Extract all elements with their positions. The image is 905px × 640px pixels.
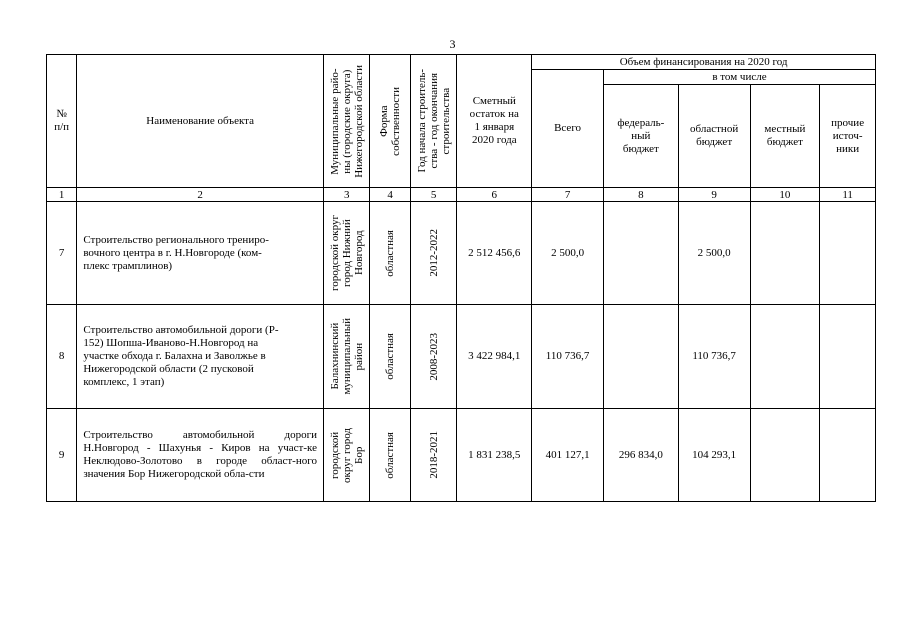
total-cell: 2 500,0 (532, 202, 604, 305)
total-cell: 110 736,7 (532, 305, 604, 409)
financing-table (46, 54, 876, 502)
header-row-1 (47, 55, 876, 70)
column-number: 7 (532, 188, 604, 202)
row-num: 9 (47, 409, 77, 502)
years-cell: 2018-2021 (410, 409, 457, 502)
header-municipality: Муниципальные райо- ны (городские округа) Нижегородской области (323, 55, 370, 188)
federal-cell (603, 202, 678, 305)
column-number: 3 (323, 188, 370, 202)
header-ownership: Форма собственности (370, 55, 410, 188)
local-cell (750, 305, 820, 409)
header-num: № п/п (47, 55, 77, 188)
column-number: 1 (47, 188, 77, 202)
header-total: Всего (532, 70, 604, 188)
header-name: Наименование объекта (77, 55, 324, 188)
years-cell: 2012-2022 (410, 202, 457, 305)
column-number: 10 (750, 188, 820, 202)
local-cell (750, 409, 820, 502)
header-federal: федераль- ный бюджет (603, 85, 678, 188)
column-number: 8 (603, 188, 678, 202)
header-other: прочие источ- ники (820, 85, 876, 188)
column-number: 2 (77, 188, 324, 202)
table-row (47, 409, 876, 502)
page-number: 3 (449, 37, 456, 51)
header-local: местный бюджет (750, 85, 820, 188)
column-number: 11 (820, 188, 876, 202)
local-cell (750, 202, 820, 305)
federal-cell (603, 305, 678, 409)
other-cell (820, 305, 876, 409)
column-number: 6 (457, 188, 532, 202)
column-number: 9 (678, 188, 750, 202)
object-name: Строительство автомобильной дороги (Р- 152) Шопша-Иваново-Н.Новгород на участке обхода г. Балахна и Заволжье в Нижегородской области (2 пусковой комплекс, 1 этап) (77, 305, 324, 409)
regional-cell: 110 736,7 (678, 305, 750, 409)
federal-cell: 296 834,0 (603, 409, 678, 502)
estimate-cell: 3 422 984,1 (457, 305, 532, 409)
ownership-cell: областная (370, 409, 410, 502)
column-number: 5 (410, 188, 457, 202)
column-number: 4 (370, 188, 410, 202)
header-funding-volume: Объем финансирования на 2020 год (532, 55, 876, 70)
ownership-cell: областная (370, 202, 410, 305)
ownership-cell: областная (370, 305, 410, 409)
municipality-cell: городской округ город Нижний Новгород (323, 202, 370, 305)
header-regional: областной бюджет (678, 85, 750, 188)
municipality-cell: городской округ город Бор (323, 409, 370, 502)
regional-cell: 104 293,1 (678, 409, 750, 502)
total-cell: 401 127,1 (532, 409, 604, 502)
estimate-cell: 2 512 456,6 (457, 202, 532, 305)
years-cell: 2008-2023 (410, 305, 457, 409)
row-num: 7 (47, 202, 77, 305)
header-estimate: Сметный остаток на 1 января 2020 года (457, 55, 532, 188)
object-name: Строительство автомобильной дороги Н.Новгород - Шахунья - Киров на участ-ке Неклюдово-Золотово в городе област-ного значения Бор Нижегородской обла-сти (77, 409, 324, 502)
estimate-cell: 1 831 238,5 (457, 409, 532, 502)
other-cell (820, 202, 876, 305)
municipality-cell: Балахнинский муниципальный район (323, 305, 370, 409)
header-including: в том числе (603, 70, 875, 85)
table-row (47, 202, 876, 305)
table-row (47, 305, 876, 409)
header-years: Год начала строитель- ства - год окончания строительства (410, 55, 457, 188)
object-name: Строительство регионального трениро- вочного центра в г. Н.Новгороде (ком- плекс трамплинов) (77, 202, 324, 305)
regional-cell: 2 500,0 (678, 202, 750, 305)
other-cell (820, 409, 876, 502)
row-num: 8 (47, 305, 77, 409)
column-number-row (47, 188, 876, 202)
